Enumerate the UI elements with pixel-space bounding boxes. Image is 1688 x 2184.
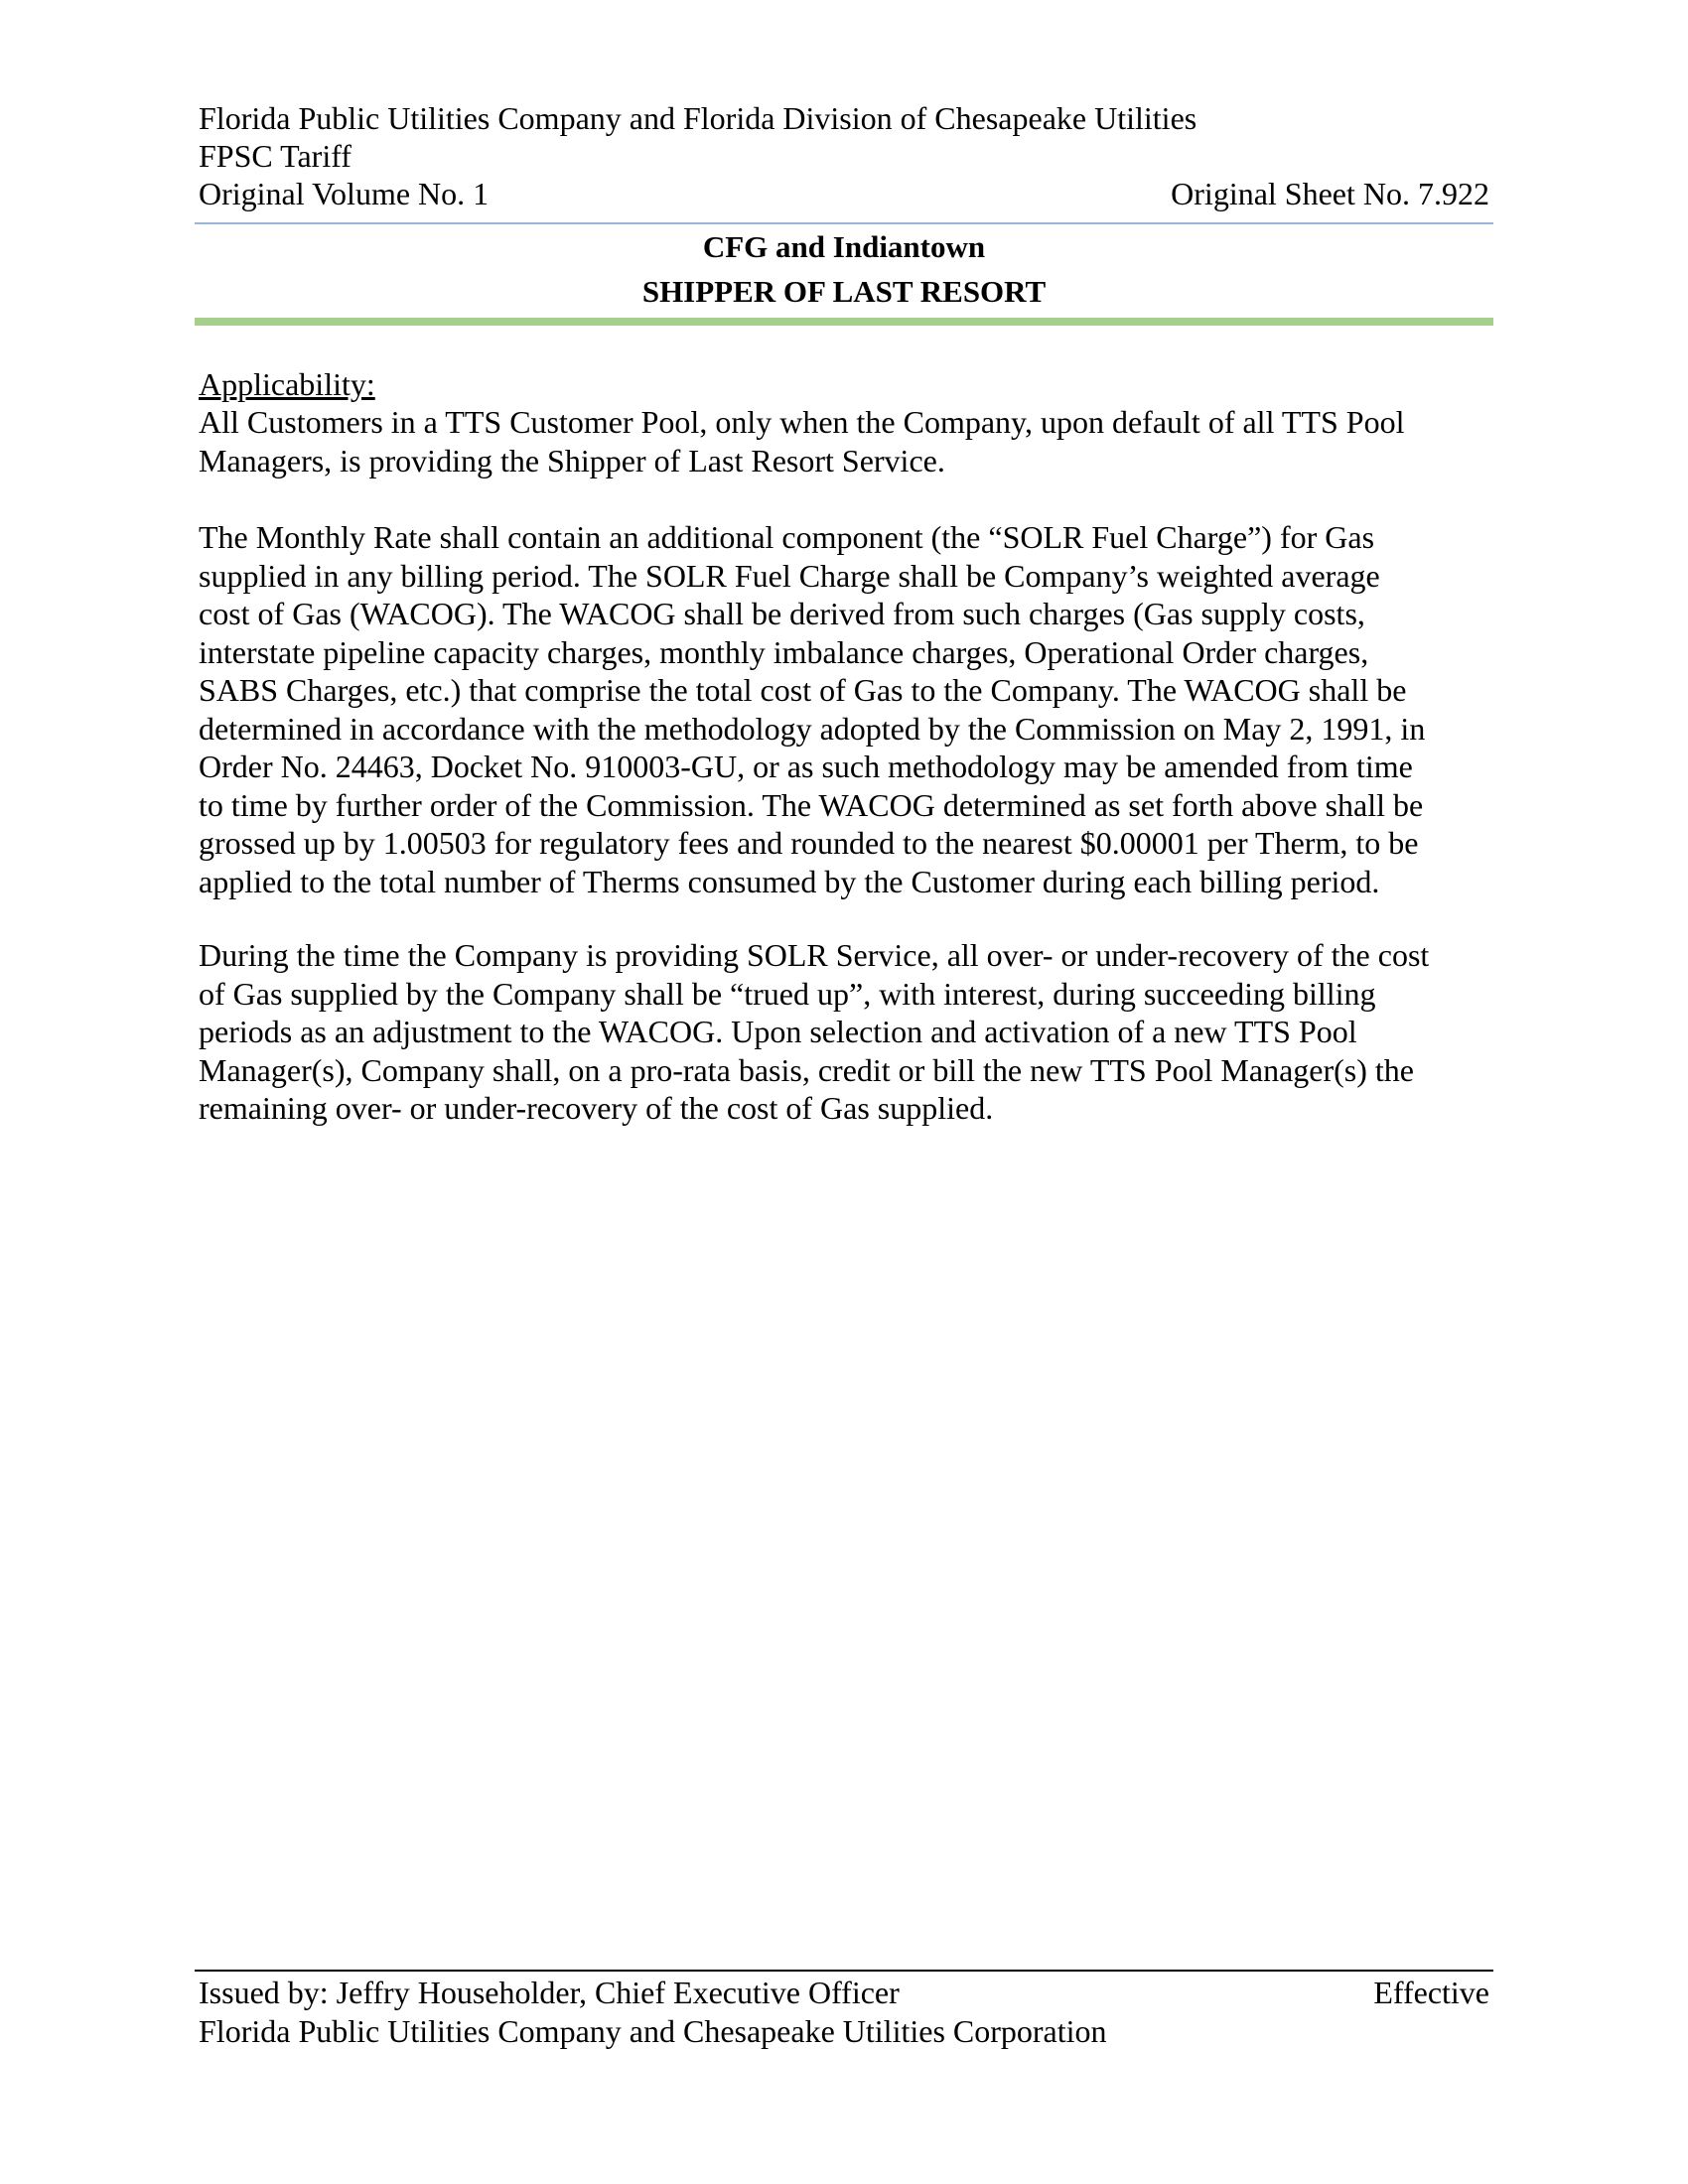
header-volume-row [199,175,1489,212]
footer-issued-by: Issued by: Jeffry Householder, Chief Executive Officer [199,1975,900,2010]
paragraph-applicability [199,403,1489,479]
paragraph-line: SABS Charges, etc.) that comprise the total cost of Gas to the Company. The WACOG shall be [199,672,1407,708]
header-volume: Original Volume No. 1 [199,176,490,211]
header-tariff: FPSC Tariff [199,138,352,174]
paragraph-line: remaining over- or under-recovery of the cost of Gas supplied. [199,1090,994,1126]
title-line-2: SHIPPER OF LAST RESORT [641,274,1047,309]
title-divider [195,318,1493,326]
footer-effective: Effective [1373,1975,1489,2010]
paragraph-line: determined in accordance with the methodology adopted by the Commission on May 2, 1991, in [199,710,1426,747]
applicability-heading: Applicability: [199,366,375,402]
paragraph-line: periods as an adjustment to the WACOG. Upon selection and activation of a new TTS Pool [199,1014,1357,1049]
tariff-page [199,0,1489,2184]
paragraph-line: All Customers in a TTS Customer Pool, only when the Company, upon default of all TTS Pool [199,404,1405,440]
title-line-1: CFG and Indiantown [702,229,986,264]
header-divider [195,222,1493,224]
paragraph-line: Manager(s), Company shall, on a pro-rata basis, credit or bill the new TTS Pool Manager(s) the [199,1051,1414,1088]
paragraph-line: to time by further order of the Commission. The WACOG determined as set forth above shall be [199,786,1424,823]
paragraph-true-up [199,936,1489,1128]
paragraph-line: During the time the Company is providing SOLR Service, all over- or under-recovery of the cost [199,937,1430,973]
paragraph-line: The Monthly Rate shall contain an additional component (the “SOLR Fuel Charge”) for Gas [199,519,1375,555]
footer-company: Florida Public Utilities Company and Chesapeake Utilities Corporation [199,2013,1107,2049]
paragraph-line: Managers, is providing the Shipper of Last Resort Service. [199,442,945,478]
footer-issued-row [199,1974,1489,2011]
paragraph-line: applied to the total number of Therms consumed by the Customer during each billing period. [199,863,1380,899]
header-sheet-number: Original Sheet No. 7.922 [1171,176,1489,211]
paragraph-line: Order No. 24463, Docket No. 910003-GU, or as such methodology may be amended from time [199,749,1413,784]
paragraph-line: interstate pipeline capacity charges, monthly imbalance charges, Operational Order charges, [199,633,1369,670]
paragraph-line: of Gas supplied by the Company shall be “trued up”, with interest, during succeeding billing [199,975,1376,1012]
paragraph-line: supplied in any billing period. The SOLR Fuel Charge shall be Company’s weighted average [199,557,1380,594]
header-company: Florida Public Utilities Company and Florida Division of Chesapeake Utilities [199,100,1197,136]
paragraph-line: cost of Gas (WACOG). The WACOG shall be derived from such charges (Gas supply costs, [199,596,1365,631]
paragraph-monthly-rate [199,518,1489,900]
paragraph-line: grossed up by 1.00503 for regulatory fees and rounded to the nearest $0.00001 per Therm, to be [199,825,1419,861]
footer-divider [195,1970,1493,1972]
